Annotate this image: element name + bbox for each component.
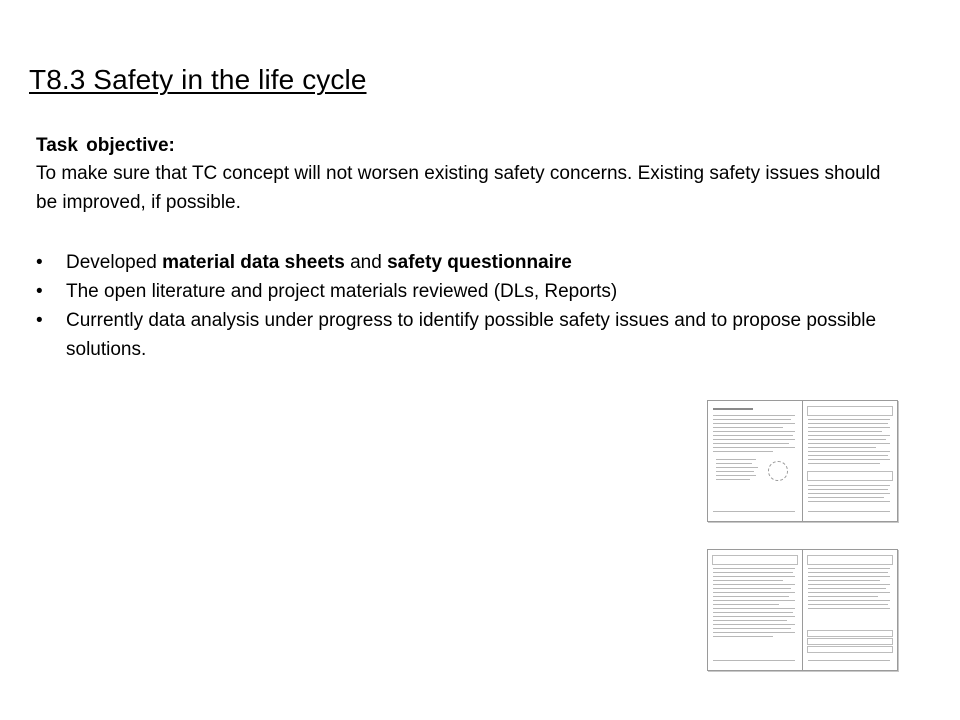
objective-heading: Task objective: xyxy=(36,135,175,156)
objective-text: To make sure that TC concept will not worsen existing safety concerns. Existing safety issues should be improved, if possible. xyxy=(36,163,881,213)
bullet-item xyxy=(36,277,896,306)
bullet-text: Currently data analysis under progress to identify possible safety issues and to propose possible solutions. xyxy=(66,310,877,360)
bullet-list xyxy=(36,248,896,364)
bullet-emphasis: safety questionnaire xyxy=(387,252,572,273)
slide-title: T8.3 Safety in the life cycle xyxy=(29,64,367,95)
bullet-item xyxy=(36,248,896,277)
document-thumbnail xyxy=(707,549,803,671)
bullet-icon: • xyxy=(36,281,43,302)
bullet-emphasis: material data sheets xyxy=(162,252,345,273)
bullet-icon: • xyxy=(36,310,43,331)
bullet-text: Developed xyxy=(66,252,163,273)
bullet-icon: • xyxy=(36,252,43,273)
document-thumbnail xyxy=(802,549,898,671)
task-objective xyxy=(36,133,896,217)
document-thumbnail xyxy=(707,400,803,522)
bullet-text: The open literature and project materials reviewed (DLs, Reports) xyxy=(66,281,618,302)
bullet-text: and xyxy=(344,252,388,273)
document-thumbnail xyxy=(802,400,898,522)
bullet-item xyxy=(36,306,896,364)
